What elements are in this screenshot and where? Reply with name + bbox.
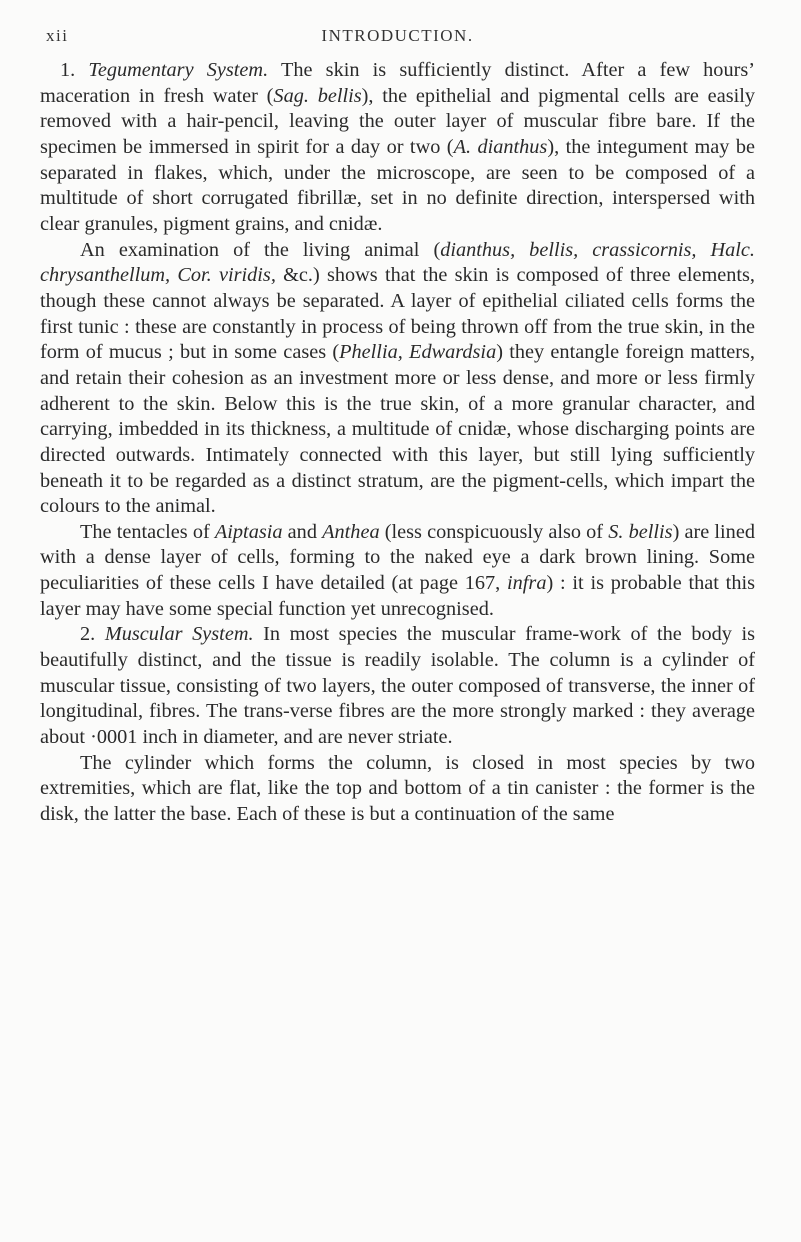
page-number: xii <box>46 26 69 45</box>
text-run: The skin is sufficiently distinct. After a few hours’ maceration in fresh water ( <box>40 59 755 107</box>
text-run: &c.) shows that the skin is composed of three elements, though these cannot always be separated. A layer of epithelial ciliated cells forms the first tunic : these are constantly in process of being thrown off from the true skin, in the form of mucus ; but in some cases ( <box>40 264 755 364</box>
text-run: ), the epithelial and pigmental cells are easily removed with a hair-pencil, leaving the outer layer of muscular fibre bare. If the specimen be immersed in spirit for a day or two ( <box>40 84 755 158</box>
paragraph <box>40 622 755 750</box>
paragraph <box>40 751 755 828</box>
italic-text: Muscular System. <box>104 623 254 646</box>
text-run: ), the integument may be separated in flakes, which, under the microscope, are seen to be composed of a multitude of short corrugated fibrillæ, set in no definite direction, interspersed with clear granules, pigment grains, and cnidæ. <box>40 135 755 235</box>
italic-text: infra <box>507 572 547 595</box>
paragraph <box>40 238 755 520</box>
book-page <box>40 26 755 828</box>
running-header <box>40 26 755 56</box>
text-run: ) are lined with a dense layer of cells, forming to the naked eye a dark brown lining. Some peculiarities of these cells I have detailed (at page 167, <box>40 520 755 595</box>
paragraph <box>40 520 755 623</box>
text-run: 1. <box>60 59 89 81</box>
italic-text: Anthea <box>322 520 380 543</box>
running-title: INTRODUCTION. <box>321 26 474 45</box>
text-run: An examination of the living animal ( <box>80 238 441 261</box>
text-run: ) they entangle foreign matters, and retain their cohesion as an investment more or less dense, and more or less firmly adherent to the skin. Below this is the true skin, of a more granular character, and carrying, imbedded in its thickness, a multitude of cnidæ, whose discharging points are directed outwards. Intimately connected with this layer, but still lying sufficiently beneath it to be regarded as a distinct stratum, are the pigment-cells, which impart the colours to the animal. <box>40 341 756 518</box>
text-run: ) : it is probable that this layer may have some special function yet unrecognised. <box>40 572 755 620</box>
italic-text: Phellia, Edwardsia <box>339 341 497 364</box>
italic-text: S. bellis <box>608 520 673 543</box>
body-text <box>40 58 755 828</box>
text-run: and <box>282 520 323 543</box>
italic-text: A. dianthus <box>453 135 548 158</box>
text-run: 2. <box>80 623 105 646</box>
text-run: The cylinder which forms the column, is closed in most species by two extremities, which are flat, like the top and bottom of a tin canister : the former is the disk, the latter the base. Each of these is but a continuation of the same <box>40 751 755 826</box>
italic-text: dianthus, bellis, crassicornis, Halc. chrysanthellum, Cor. viridis, <box>40 238 755 287</box>
italic-text: Sag. bellis <box>273 84 362 107</box>
italic-text: Aiptasia <box>214 520 283 543</box>
text-run: In most species the muscular frame-work of the body is beautifully distinct, and the tissue is readily isolable. The column is a cylinder of muscular tissue, consisting of two layers, the outer composed of transverse, the inner of longitudinal, fibres. The trans-verse fibres are the more strongly marked : they average about ·0001 inch in diameter, and are never striate. <box>40 623 756 749</box>
text-run: The tentacles of <box>80 520 215 543</box>
paragraph <box>40 58 755 238</box>
text-run: (less conspicuously also of <box>379 520 609 543</box>
italic-text: Tegumentary System. <box>88 59 269 81</box>
